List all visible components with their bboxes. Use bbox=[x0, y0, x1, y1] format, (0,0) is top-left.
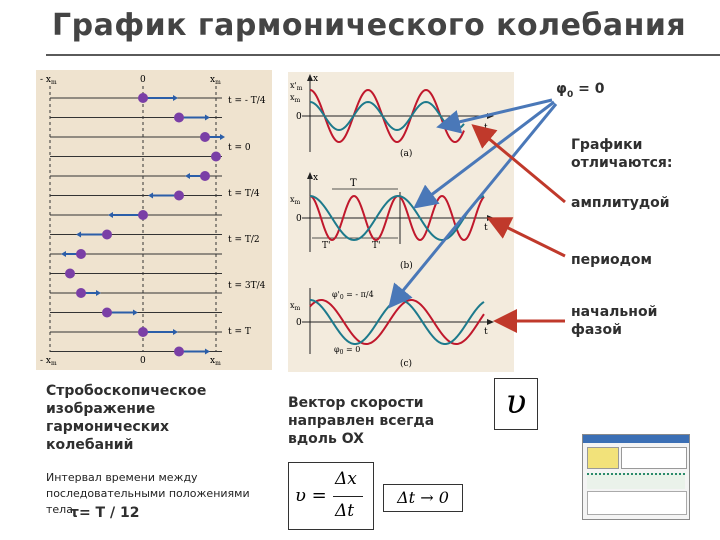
differ-label: Графики отличаются: bbox=[571, 137, 673, 171]
velocity-formula-num: Δx bbox=[335, 469, 357, 489]
graph-a-ylabel: x bbox=[313, 74, 319, 84]
arrow-period bbox=[492, 220, 565, 256]
graph-c-zero: 0 bbox=[296, 318, 302, 328]
graph-b-tlabel: t bbox=[484, 223, 488, 233]
graph-b-ymax: $x_m$ bbox=[290, 195, 301, 206]
thumbnail-titlebar bbox=[583, 435, 689, 443]
bottom-right-label: $x_m$ bbox=[210, 356, 221, 367]
time-label: t = 0 bbox=[228, 143, 251, 153]
top-center-label: 0 bbox=[140, 75, 146, 85]
graph-a-ymax: $x_m$ bbox=[290, 93, 301, 104]
graph-a-tag: (a) bbox=[400, 149, 413, 159]
top-left-label: - $x_m$ bbox=[40, 75, 57, 86]
phi-zero-label: $\varphi_0 = 0$ bbox=[556, 81, 605, 100]
time-label: t = T/4 bbox=[228, 189, 260, 199]
strobe-caption: Стробоскопическое изображение гармонических колебаний bbox=[46, 383, 207, 453]
phase-label: начальной фазой bbox=[571, 304, 658, 338]
velocity-formula-box bbox=[288, 462, 374, 530]
time-label: t = T/2 bbox=[228, 235, 260, 245]
graph-b-period: T bbox=[350, 178, 357, 189]
graph-a-zero: 0 bbox=[296, 112, 302, 122]
graph-b-ylabel: x bbox=[313, 173, 319, 183]
arrow-phi-to-graph-a bbox=[442, 100, 552, 126]
velocity-formula-den: Δt bbox=[335, 501, 355, 521]
slide-title: График гармонического колебания bbox=[52, 8, 687, 43]
graph-c-tag: (c) bbox=[400, 359, 413, 369]
velocity-formula-lhs: υ = bbox=[295, 485, 327, 506]
thumbnail-strip bbox=[587, 473, 685, 489]
graph-c-phase: $\varphi'_0$ = - π/4 bbox=[332, 290, 374, 301]
graph-b-zero: 0 bbox=[296, 214, 302, 224]
top-right-label: $x_m$ bbox=[210, 75, 221, 86]
amplitude-label: амплитудой bbox=[571, 195, 670, 211]
graph-b-period-small: T' bbox=[322, 241, 331, 251]
fraction-bar bbox=[333, 496, 363, 497]
graph-a-tlabel: t bbox=[484, 123, 488, 133]
velocity-symbol-box bbox=[494, 378, 538, 430]
bottom-left-label: - $x_m$ bbox=[40, 356, 57, 367]
limit-formula: Δt → 0 bbox=[397, 488, 449, 507]
thumbnail-panel bbox=[621, 447, 687, 469]
app-window-thumbnail bbox=[582, 434, 690, 520]
interval-caption: Интервал времени между последовательными положениями тела bbox=[46, 471, 250, 516]
limit-formula-box bbox=[383, 484, 463, 512]
time-label: t = 3T/4 bbox=[228, 281, 266, 291]
arrow-phi-to-graph-c bbox=[392, 104, 556, 304]
graph-a-ymax2: $x'_m$ bbox=[290, 81, 303, 92]
bottom-center-label: 0 bbox=[140, 356, 146, 366]
period-label: периодом bbox=[571, 252, 652, 268]
thumbnail-panel bbox=[587, 491, 687, 515]
time-label: t = - T/4 bbox=[228, 96, 266, 106]
velocity-symbol: υ bbox=[505, 382, 527, 422]
graph-c-ymax: $x_m$ bbox=[290, 301, 301, 312]
thumbnail-panel bbox=[587, 447, 619, 469]
graph-b-period-small: T' bbox=[372, 241, 381, 251]
graph-c-phase0: $\varphi_0 = 0$ bbox=[334, 345, 361, 356]
tau-formula: τ= T / 12 bbox=[70, 505, 140, 521]
graph-c-tlabel: t bbox=[484, 327, 488, 337]
graph-b-tag: (b) bbox=[400, 261, 413, 271]
arrow-amplitude bbox=[476, 128, 565, 202]
velocity-caption: Вектор скорости направлен всегда вдоль OX bbox=[288, 395, 435, 447]
time-label: t = T bbox=[228, 327, 251, 337]
